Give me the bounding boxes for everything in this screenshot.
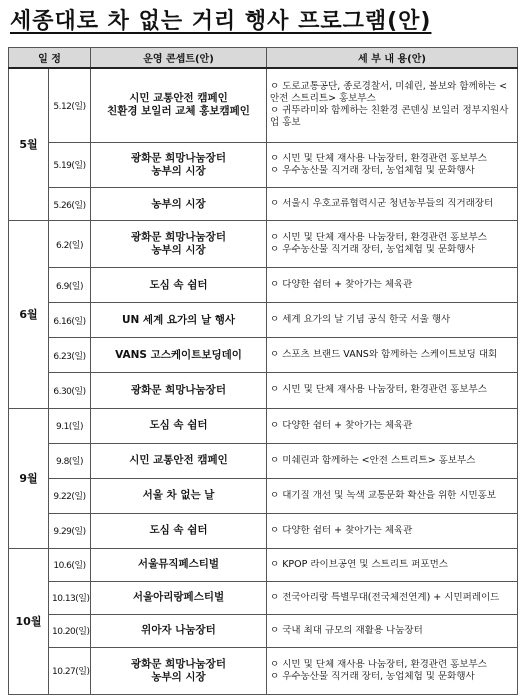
table-row: [9, 548, 518, 581]
detail-line: ㅇ 시민 및 단체 재사용 나눔장터, 환경관련 홍보부스: [270, 384, 487, 396]
month-cell: 10월: [9, 548, 49, 694]
detail-cell: [267, 614, 518, 647]
table-row: [9, 443, 518, 478]
detail-cell: [267, 581, 518, 614]
detail-line: ㅇ 귀뚜라미와 함께하는 친환경 콘덴싱 보일러 정부지원사업 홍보: [270, 105, 509, 129]
concept-line: 서울뮤직페스티벌: [137, 558, 220, 571]
table-row: [9, 338, 518, 373]
detail-cell: [267, 142, 518, 187]
concept-line: 광화문 희망나눔장터: [131, 383, 226, 396]
date-cell: 6.16(일): [49, 303, 91, 338]
detail-line: ㅇ 시민 및 단체 재사용 나눔장터, 환경관련 홍보부스: [270, 658, 487, 670]
concept-cell: [91, 268, 267, 303]
date-cell: 10.13(일): [49, 581, 91, 614]
detail-line: ㅇ 국내 최대 규모의 재활용 나눔장터: [270, 624, 423, 636]
concept-line: 광화문 희망나눔장터: [131, 151, 226, 164]
date-cell: 10.27(일): [49, 647, 91, 694]
table-row: [9, 408, 518, 443]
concept-line: 서울아리랑페스티벌: [132, 591, 225, 604]
detail-cell: [267, 443, 518, 478]
detail-cell: [267, 268, 518, 303]
date-cell: 5.12(일): [49, 68, 91, 142]
detail-cell: [267, 220, 518, 267]
detail-line: ㅇ 세계 요가의 날 기념 공식 한국 서울 행사: [270, 314, 451, 326]
concept-line: 위아자 나눔장터: [141, 624, 216, 637]
date-cell: 6.2(일): [49, 220, 91, 267]
concept-line: 도심 속 쉼터: [149, 278, 208, 291]
concept-cell: [91, 338, 267, 373]
detail-line: ㅇ 시민 및 단체 재사용 나눔장터, 환경관련 홍보부스: [270, 232, 487, 244]
header-concept: 운영 콘셉트(안): [91, 48, 267, 69]
concept-line: 농부의 시장: [151, 670, 206, 683]
date-cell: 9.8(일): [49, 443, 91, 478]
concept-line: 농부의 시장: [151, 164, 206, 177]
detail-cell: [267, 408, 518, 443]
detail-cell: [267, 513, 518, 548]
concept-cell: [91, 220, 267, 267]
concept-line: 도심 속 쉼터: [149, 419, 208, 432]
concept-line: 광화문 희망나눔장터: [131, 657, 226, 670]
table-row: [9, 188, 518, 221]
concept-cell: [91, 303, 267, 338]
concept-cell: [91, 443, 267, 478]
table-row: [9, 220, 518, 267]
detail-cell: [267, 338, 518, 373]
detail-cell: [267, 188, 518, 221]
schedule-table: [8, 47, 518, 695]
detail-line: ㅇ 스포츠 브랜드 VANS와 함께하는 스케이트보딩 대회: [270, 349, 498, 361]
detail-cell: [267, 68, 518, 142]
concept-line: 시민 교통안전 캠페인: [129, 92, 228, 105]
concept-line: VANS 고스케이트보딩데이: [115, 348, 242, 361]
concept-line: 친환경 보일러 교체 홍보캠페인: [107, 105, 250, 118]
concept-line: 도심 속 쉼터: [149, 524, 208, 537]
month-cell: 5월: [9, 68, 49, 220]
concept-cell: [91, 142, 267, 187]
concept-cell: [91, 188, 267, 221]
table-row: [9, 478, 518, 513]
detail-line: ㅇ 미쉐린과 함께하는 <안전 스트리트> 홍보부스: [270, 454, 476, 466]
concept-cell: [91, 614, 267, 647]
concept-cell: [91, 647, 267, 694]
detail-line: ㅇ 대기질 개선 및 녹색 교통문화 확산을 위한 시민홍보: [270, 489, 497, 501]
concept-cell: [91, 373, 267, 408]
header-details: 세 부 내 용(안): [267, 48, 518, 69]
table-row: [9, 373, 518, 408]
detail-line: ㅇ 우수농산물 직거래 장터, 농업체험 및 문화행사: [270, 670, 475, 682]
header-schedule: 일 정: [9, 48, 91, 69]
date-cell: 9.1(일): [49, 408, 91, 443]
detail-line: ㅇ 전국아리랑 특별무대(전국체전연계) + 시민퍼레이드: [270, 591, 500, 603]
detail-cell: [267, 647, 518, 694]
concept-line: 농부의 시장: [151, 244, 206, 257]
concept-cell: [91, 513, 267, 548]
date-cell: 6.9(일): [49, 268, 91, 303]
concept-line: 광화문 희망나눔장터: [131, 231, 226, 244]
table-row: [9, 581, 518, 614]
date-cell: 9.22(일): [49, 478, 91, 513]
table-row: [9, 614, 518, 647]
concept-cell: [91, 68, 267, 142]
table-row: [9, 513, 518, 548]
table-header-row: [9, 48, 518, 69]
date-cell: 10.6(일): [49, 548, 91, 581]
concept-cell: [91, 478, 267, 513]
date-cell: 10.20(일): [49, 614, 91, 647]
concept-line: UN 세계 요가의 날 행사: [121, 313, 236, 326]
month-cell: 6월: [9, 220, 49, 408]
month-cell: 9월: [9, 408, 49, 548]
concept-cell: [91, 581, 267, 614]
detail-line: ㅇ 시민 및 단체 재사용 나눔장터, 환경관련 홍보부스: [270, 152, 487, 164]
detail-line: ㅇ 다양한 쉼터 + 찾아가는 체육관: [270, 419, 413, 431]
detail-line: ㅇ KPOP 라이브공연 및 스트리트 퍼포먼스: [270, 558, 448, 570]
date-cell: 9.29(일): [49, 513, 91, 548]
concept-line: 농부의 시장: [151, 197, 206, 210]
table-row: [9, 268, 518, 303]
concept-line: 서울 차 없는 날: [142, 489, 215, 502]
date-cell: 5.19(일): [49, 142, 91, 187]
date-cell: 6.30(일): [49, 373, 91, 408]
concept-cell: [91, 548, 267, 581]
detail-cell: [267, 303, 518, 338]
schedule-body: [9, 68, 518, 695]
table-row: [9, 303, 518, 338]
detail-line: ㅇ 도로교통공단, 종로경찰서, 미쉐린, 볼보와 함께하는 <안전 스트리트> 홍보부스: [270, 81, 508, 105]
detail-line: ㅇ 우수농산물 직거래 장터, 농업체험 및 문화행사: [270, 244, 475, 256]
detail-cell: [267, 548, 518, 581]
detail-cell: [267, 478, 518, 513]
date-cell: 6.23(일): [49, 338, 91, 373]
detail-line: ㅇ 서울시 우호교류협력시군 청년농부들의 직거래장터: [270, 198, 494, 209]
detail-cell: [267, 373, 518, 408]
date-cell: 5.26(일): [49, 188, 91, 221]
concept-line: 시민 교통안전 캠페인: [129, 454, 228, 467]
concept-cell: [91, 408, 267, 443]
table-row: [9, 68, 518, 142]
detail-line: ㅇ 다양한 쉼터 + 찾아가는 체육관: [270, 524, 413, 536]
table-row: [9, 142, 518, 187]
detail-line: ㅇ 우수농산물 직거래 장터, 농업체험 및 문화행사: [270, 164, 475, 176]
table-row: [9, 647, 518, 694]
page-title: 세종대로 차 없는 거리 행사 프로그램(안): [10, 9, 432, 34]
detail-line: ㅇ 다양한 쉼터 + 찾아가는 체육관: [270, 279, 413, 291]
